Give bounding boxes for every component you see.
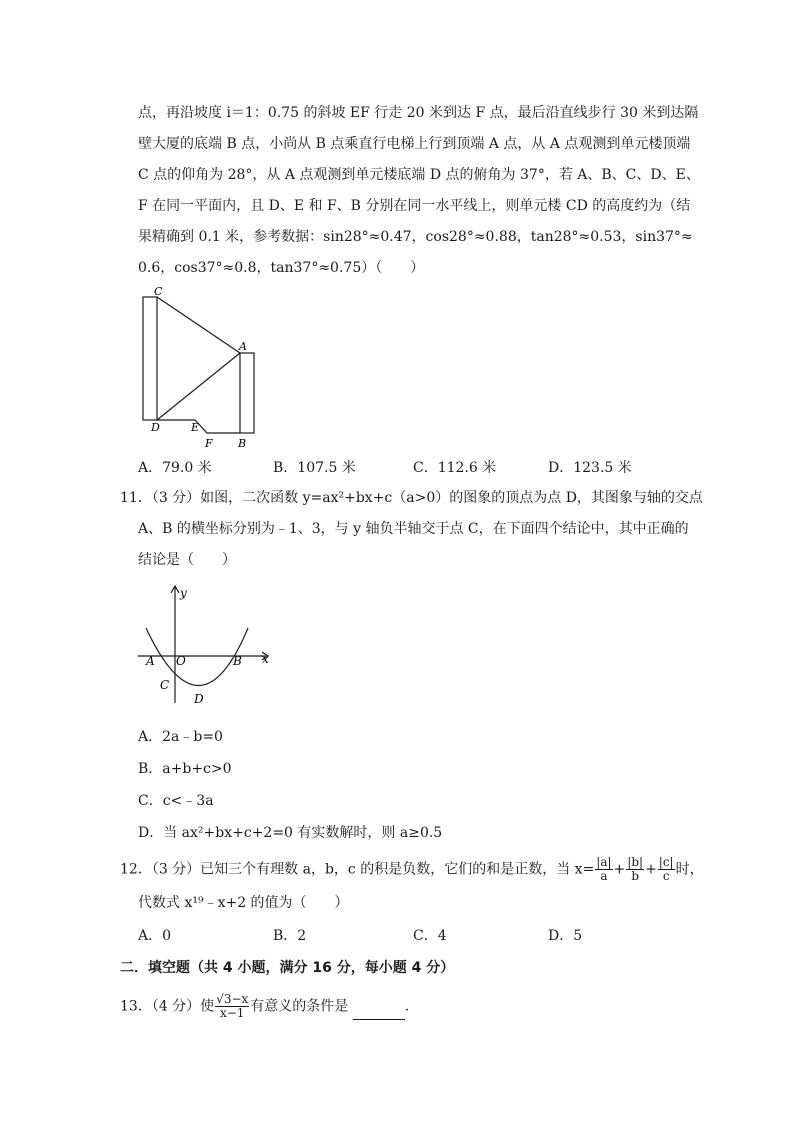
q12-line-1: 12．（3 分）已知三个有理数 a，b，c 的积是负数，它们的和是正数，当 x= $\frac{|a|}{a}$ + $\frac{|b|}{b}$ + $\frac{|c|}{c}$ 时，	[120, 855, 704, 883]
label-d: D	[194, 692, 204, 706]
label-y: y	[180, 586, 187, 600]
q13-line: 13．（4 分）使 $\frac{√3-x}{x-1}$ 有意义的条件是 .	[120, 992, 410, 1020]
q12-options	[138, 925, 698, 945]
line-c-a	[157, 297, 240, 353]
q11-option-d[interactable]: D．当 ax²+bx+c+2=0 有实数解时，则 a≥0.5	[138, 825, 443, 841]
q10-option-d[interactable]: D．123.5 米	[548, 460, 632, 476]
fraction-sqrt-expression: $\frac{√3-x}{x-1}$	[216, 992, 249, 1020]
label-d: D	[151, 421, 160, 434]
q13-prefix: 13．（4 分）使	[120, 998, 215, 1015]
unit-building-cd	[143, 297, 157, 420]
label-c: C	[154, 285, 163, 298]
q10-line-3: C 点的仰角为 28°，从 A 点观测到单元楼底端 D 点的俯角为 37°，若 A、B、C、D、E、	[138, 167, 700, 183]
section-heading-fill-in: 二．填空题（共 4 小题，满分 16 分，每小题 4 分）	[120, 960, 455, 976]
q10-line-1: 点，再沿坡度 i＝1：0.75 的斜坡 EF 行走 20 米到达 F 点，最后沿直线步行 30 米到达隔	[138, 105, 699, 121]
q12-text-end: 时，	[675, 861, 704, 878]
q10-option-a[interactable]: A．79.0 米	[138, 460, 212, 476]
label-x: x	[262, 652, 269, 666]
fraction-abs-b-over-b: $\frac{|b|}{b}$	[627, 855, 644, 883]
q11-option-a[interactable]: A．2a﹣b=0	[138, 729, 223, 745]
q10-option-b[interactable]: B．107.5 米	[273, 460, 356, 476]
q11-line-2: A、B 的横坐标分别为﹣1、3，与 y 轴负半轴交于点 C，在下面四个结论中，其中正确的	[138, 521, 689, 537]
q12-line-2: 代数式 x¹⁹﹣x+2 的值为（ ）	[138, 895, 349, 911]
label-c: C	[160, 678, 170, 692]
q10-option-c[interactable]: C．112.6 米	[413, 460, 497, 476]
q10-line-2: 壁大厦的底端 B 点，小尚从 B 点乘直行电梯上行到顶端 A 点，从 A 点观测到单元楼顶端	[138, 136, 691, 152]
q10-building-figure	[135, 285, 275, 455]
q11-option-c[interactable]: C．c<﹣3a	[138, 793, 214, 809]
label-f: F	[205, 437, 213, 450]
q11-line-3: 结论是（ ）	[138, 552, 236, 568]
q10-line-4: F 在同一平面内，且 D、E 和 F、B 分别在同一水平线上，则单元楼 CD 的高度约为（结	[138, 198, 691, 214]
q11-line-1: 11．（3 分）如图，二次函数 y=ax²+bx+c（a>0）的图象的顶点为点 D，其图象与轴的交点	[120, 490, 703, 506]
q10-options	[138, 457, 698, 477]
fraction-abs-c-over-c: $\frac{|c|}{c}$	[658, 855, 674, 883]
line-d-a	[157, 353, 240, 420]
label-a: A	[146, 654, 155, 668]
fraction-abs-a-over-a: $\frac{|a|}{a}$	[596, 855, 612, 883]
answer-blank[interactable]	[353, 1005, 405, 1020]
label-a: A	[239, 340, 247, 353]
q12-option-d[interactable]: D．5	[548, 928, 583, 944]
q10-line-6: 0.6，cos37°≈0.8，tan37°≈0.75）（ ）	[138, 260, 425, 276]
label-b: B	[238, 437, 247, 450]
q12-option-c[interactable]: C．4	[413, 928, 447, 944]
label-b: B	[233, 654, 242, 668]
q12-option-b[interactable]: B．2	[273, 928, 307, 944]
q13-suffix: 有意义的条件是	[250, 998, 349, 1015]
label-e: E	[191, 421, 200, 434]
q12-text-start: 12．（3 分）已知三个有理数 a，b，c 的积是负数，它们的和是正数，当 x=	[120, 861, 595, 878]
q11-option-b[interactable]: B．a+b+c>0	[138, 761, 232, 777]
building-ab	[240, 353, 254, 433]
q10-line-5: 果精确到 0.1 米，参考数据：sin28°≈0.47，cos28°≈0.88，tan28°≈0.53，sin37°≈	[138, 229, 693, 245]
q11-parabola-figure	[138, 583, 278, 713]
q12-option-a[interactable]: A．0	[138, 928, 172, 944]
label-origin: O	[176, 654, 186, 668]
